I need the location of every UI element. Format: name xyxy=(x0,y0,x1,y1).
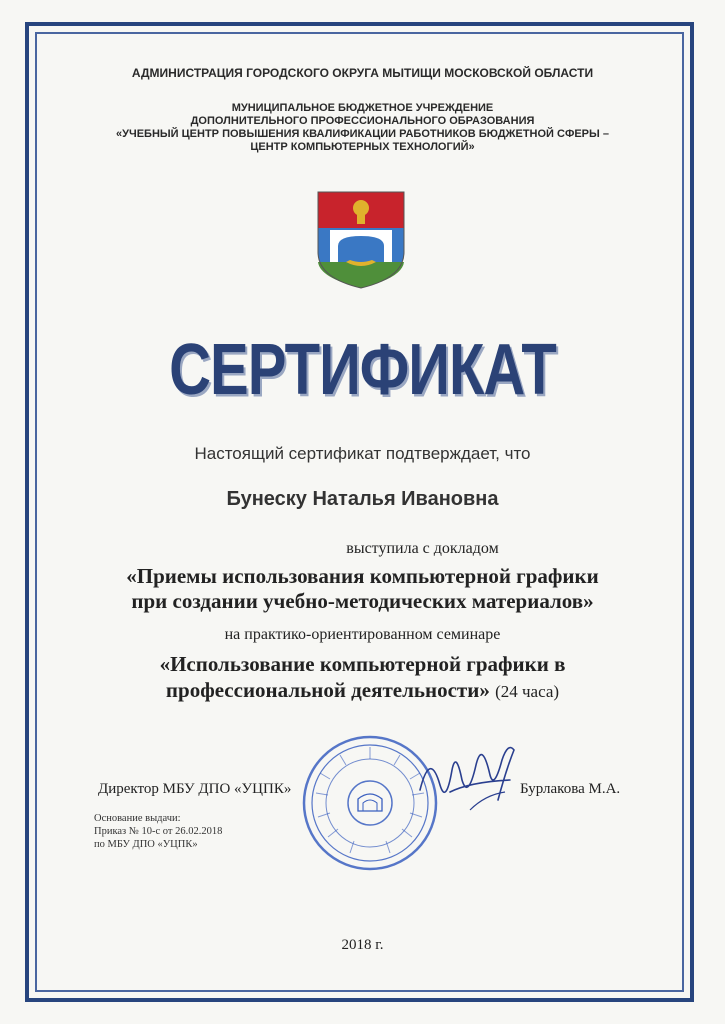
institution-line-1: МУНИЦИПАЛЬНОЕ БЮДЖЕТНОЕ УЧРЕЖДЕНИЕ xyxy=(231,102,494,114)
seminar-hours: (24 часа) xyxy=(495,682,560,701)
institution-line-4: ЦЕНТР КОМПЬЮТЕРНЫХ ТЕХНОЛОГИЙ» xyxy=(250,141,475,153)
certificate-title: СЕРТИФИКАТ xyxy=(169,328,556,411)
recipient-name: Бунеску Наталья Ивановна xyxy=(226,488,499,510)
issuance-basis xyxy=(94,812,222,851)
issue-year: 2018 г. xyxy=(341,937,384,953)
report-lead-text: выступила с докладом xyxy=(346,540,499,557)
report-title-line-1: «Приемы использования компьютерной графики xyxy=(126,564,599,588)
basis-order: Приказ № 10-с от 26.02.2018 xyxy=(94,826,223,837)
administration-heading: АДМИНИСТРАЦИЯ ГОРОДСКОГО ОКРУГА МЫТИЩИ МОСКОВСКОЙ ОБЛАСТИ xyxy=(131,66,594,80)
basis-org: по МБУ ДПО «УЦПК» xyxy=(94,839,198,850)
seminar-title-line-1: «Использование компьютерной графики в xyxy=(159,652,566,676)
seminar-title-line-2-text: профессиональной деятельности» xyxy=(165,678,490,702)
seminar-lead-text: на практико-ориентированном семинаре xyxy=(224,626,501,643)
report-title-line-2: при создании учебно-методических материалов» xyxy=(131,589,594,613)
handwritten-signature-icon xyxy=(410,730,530,820)
institution-line-2: ДОПОЛНИТЕЛЬНОГО ПРОФЕССИОНАЛЬНОГО ОБРАЗОВАНИЯ xyxy=(190,115,535,127)
coat-of-arms-icon xyxy=(316,190,406,290)
institution-line-3: «УЧЕБНЫЙ ЦЕНТР ПОВЫШЕНИЯ КВАЛИФИКАЦИИ РАБОТНИКОВ БЮДЖЕТНОЙ СФЕРЫ – xyxy=(116,128,609,140)
seminar-title-line-2 xyxy=(0,678,725,704)
signer-name: Бурлакова М.А. xyxy=(520,781,621,797)
confirmation-text: Настоящий сертификат подтверждает, что xyxy=(194,444,531,463)
director-label: Директор МБУ ДПО «УЦПК» xyxy=(98,781,292,797)
basis-label: Основание выдачи: xyxy=(94,813,181,824)
